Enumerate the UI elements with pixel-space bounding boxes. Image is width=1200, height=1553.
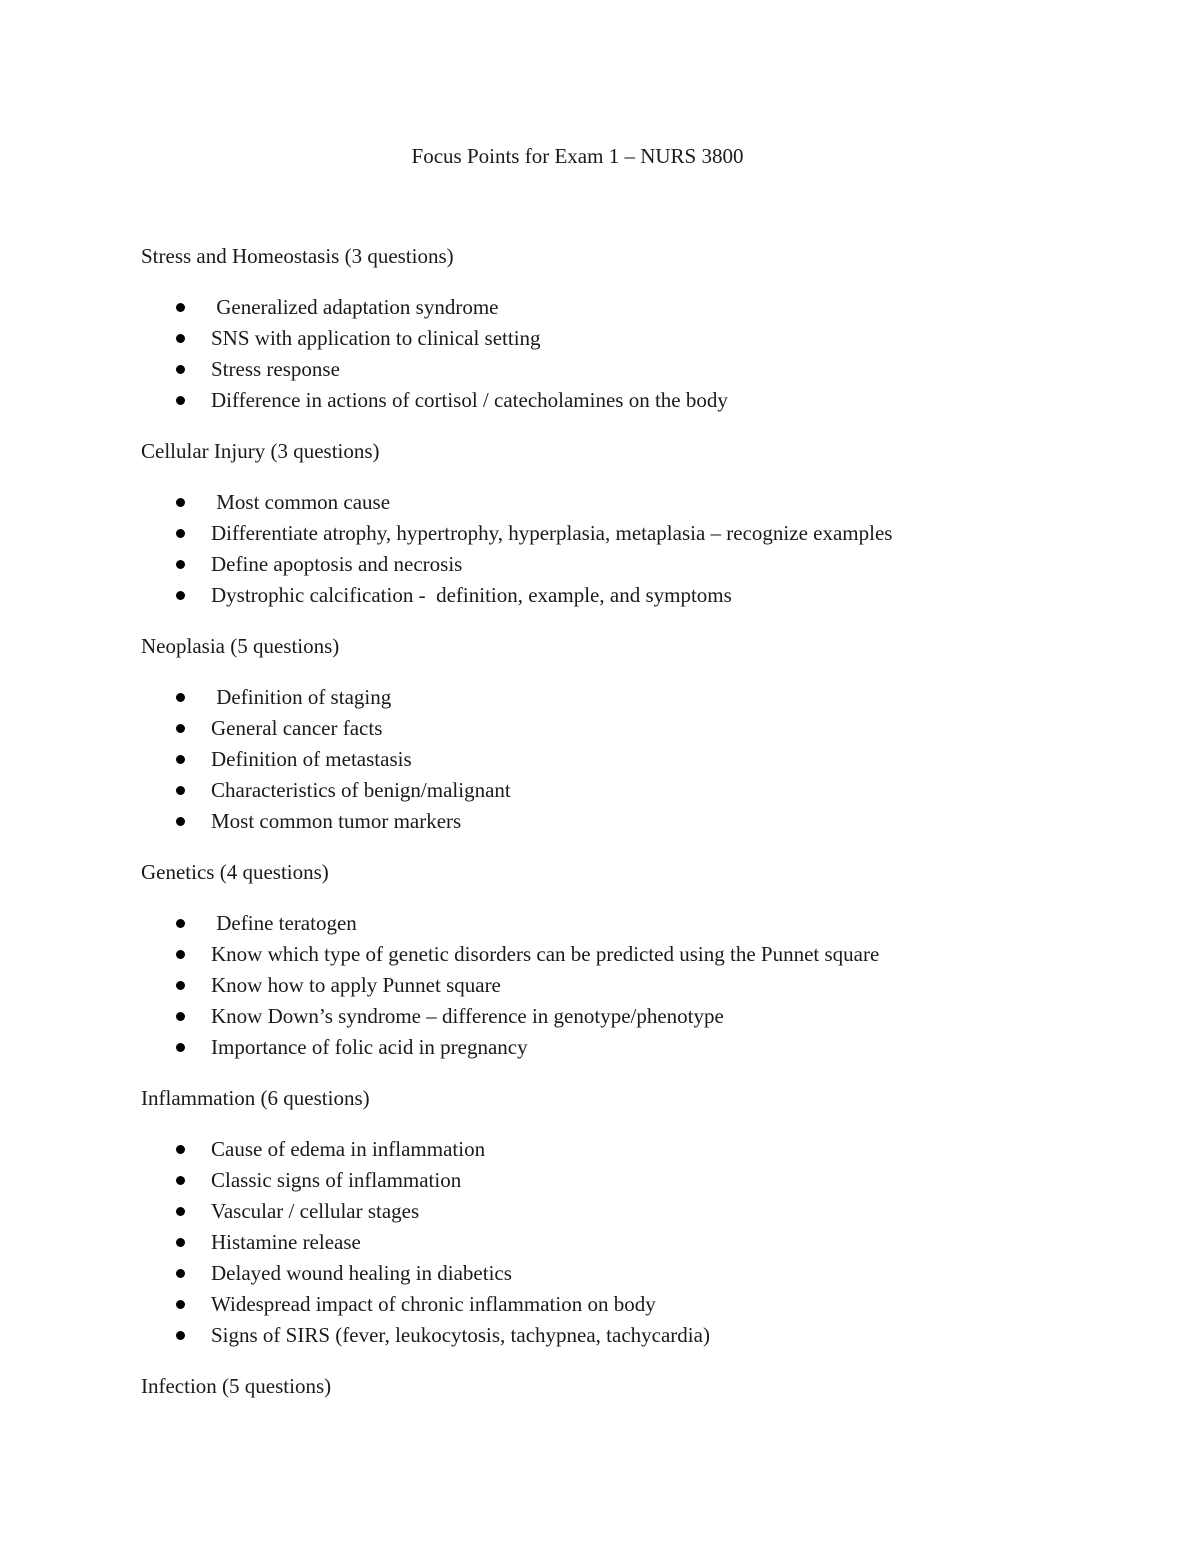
- bullet-icon: [176, 981, 185, 990]
- list-item-text: General cancer facts: [211, 716, 383, 740]
- bullet-icon: [176, 1207, 185, 1216]
- section-heading: Genetics (4 questions): [141, 860, 329, 884]
- bullet-list: [141, 908, 1101, 1063]
- list-item: [141, 1165, 1101, 1196]
- bullet-icon: [176, 529, 185, 538]
- list-item-text: Definition of metastasis: [211, 747, 412, 771]
- bullet-list: [141, 292, 1101, 416]
- list-item: [141, 1001, 1101, 1032]
- list-item-text: Classic signs of inflammation: [211, 1168, 462, 1192]
- list-item: [141, 518, 1101, 549]
- list-item: [141, 682, 1101, 713]
- bullet-icon: [176, 1176, 185, 1185]
- list-item: [141, 1289, 1101, 1320]
- section-heading: Infection (5 questions): [141, 1374, 332, 1398]
- list-item-text: Delayed wound healing in diabetics: [211, 1261, 512, 1285]
- section: [141, 1083, 1101, 1351]
- section-heading: Inflammation (6 questions): [141, 1086, 370, 1110]
- section-heading: Neoplasia (5 questions): [141, 634, 340, 658]
- list-item: [141, 1134, 1101, 1165]
- bullet-icon: [176, 560, 185, 569]
- list-item-text: Know how to apply Punnet square: [211, 973, 501, 997]
- list-item-text: Most common tumor markers: [211, 809, 462, 833]
- list-item: [141, 1196, 1101, 1227]
- list-item-text: Define teratogen: [211, 911, 357, 935]
- list-item: [141, 487, 1101, 518]
- list-item: [141, 1032, 1101, 1063]
- list-item: [141, 970, 1101, 1001]
- list-item-text: Characteristics of benign/malignant: [211, 778, 511, 802]
- list-item: [141, 1320, 1101, 1351]
- section: [141, 1371, 1101, 1402]
- list-item-text: Generalized adaptation syndrome: [211, 295, 499, 319]
- document-title: Focus Points for Exam 1 – NURS 3800: [411, 144, 744, 168]
- bullet-icon: [176, 303, 185, 312]
- section: [141, 631, 1101, 837]
- bullet-icon: [176, 724, 185, 733]
- list-item: [141, 580, 1101, 611]
- section-heading: Stress and Homeostasis (3 questions): [141, 244, 454, 268]
- list-item: [141, 323, 1101, 354]
- list-item-text: Define apoptosis and necrosis: [211, 552, 463, 576]
- bullet-icon: [176, 1145, 185, 1154]
- section: [141, 436, 1101, 611]
- bullet-icon: [176, 498, 185, 507]
- bullet-icon: [176, 1300, 185, 1309]
- bullet-icon: [176, 786, 185, 795]
- bullet-icon: [176, 693, 185, 702]
- list-item-text: Know which type of genetic disorders can be predicted using the Punnet square: [211, 942, 880, 966]
- list-item-text: Most common cause: [211, 490, 391, 514]
- list-item: [141, 806, 1101, 837]
- list-item-text: Signs of SIRS (fever, leukocytosis, tachypnea, tachycardia): [211, 1323, 710, 1347]
- bullet-icon: [176, 1269, 185, 1278]
- document-body: [141, 241, 1101, 1422]
- bullet-icon: [176, 817, 185, 826]
- list-item: [141, 385, 1101, 416]
- bullet-icon: [176, 919, 185, 928]
- bullet-list: [141, 487, 1101, 611]
- list-item: [141, 939, 1101, 970]
- list-item-text: Definition of staging: [211, 685, 392, 709]
- section: [141, 857, 1101, 1063]
- list-item: [141, 1258, 1101, 1289]
- list-item-text: Widespread impact of chronic inflammation on body: [211, 1292, 656, 1316]
- list-item-text: Cause of edema in inflammation: [211, 1137, 486, 1161]
- list-item: [141, 908, 1101, 939]
- list-item: [141, 775, 1101, 806]
- bullet-icon: [176, 1331, 185, 1340]
- bullet-icon: [176, 365, 185, 374]
- list-item-text: SNS with application to clinical setting: [211, 326, 541, 350]
- section-heading: Cellular Injury (3 questions): [141, 439, 380, 463]
- list-item-text: Histamine release: [211, 1230, 361, 1254]
- bullet-icon: [176, 396, 185, 405]
- list-item: [141, 1227, 1101, 1258]
- bullet-icon: [176, 755, 185, 764]
- section: [141, 241, 1101, 416]
- bullet-icon: [176, 1043, 185, 1052]
- list-item: [141, 744, 1101, 775]
- list-item-text: Importance of folic acid in pregnancy: [211, 1035, 528, 1059]
- list-item: [141, 354, 1101, 385]
- list-item: [141, 549, 1101, 580]
- bullet-list: [141, 1134, 1101, 1351]
- list-item-text: Stress response: [211, 357, 340, 381]
- list-item-text: Vascular / cellular stages: [211, 1199, 420, 1223]
- list-item: [141, 292, 1101, 323]
- bullet-icon: [176, 591, 185, 600]
- list-item-text: Know Down’s syndrome – difference in genotype/phenotype: [211, 1004, 724, 1028]
- list-item-text: Difference in actions of cortisol / catecholamines on the body: [211, 388, 728, 412]
- list-item-text: Differentiate atrophy, hypertrophy, hyperplasia, metaplasia – recognize examples: [211, 521, 893, 545]
- bullet-icon: [176, 1238, 185, 1247]
- bullet-list: [141, 682, 1101, 837]
- list-item: [141, 713, 1101, 744]
- bullet-icon: [176, 1012, 185, 1021]
- bullet-icon: [176, 950, 185, 959]
- bullet-icon: [176, 334, 185, 343]
- list-item-text: Dystrophic calcification - definition, example, and symptoms: [211, 583, 732, 607]
